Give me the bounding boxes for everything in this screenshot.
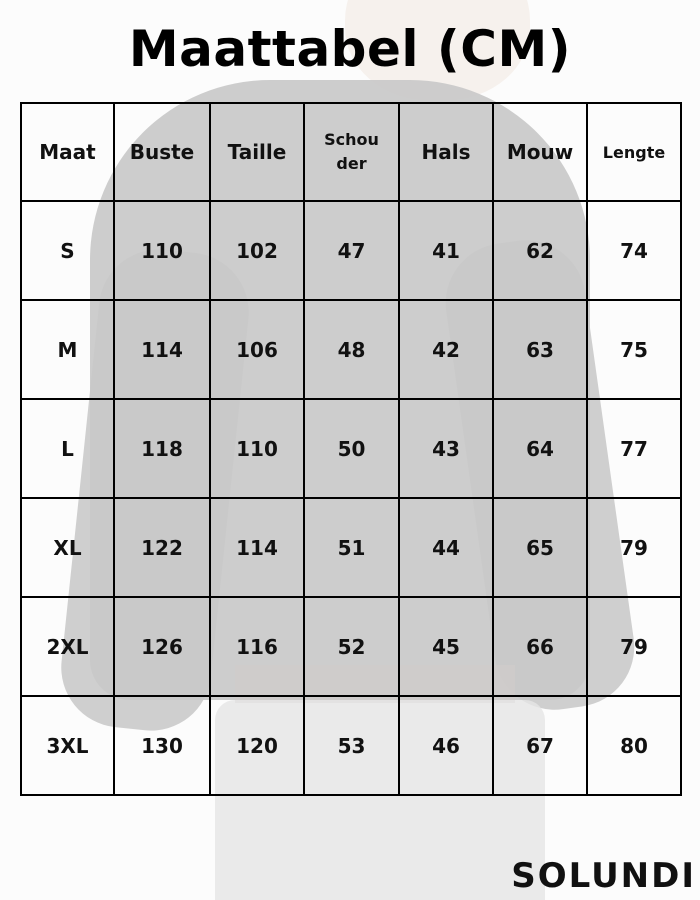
header-hals: Hals (399, 103, 493, 201)
cell-lengte: 79 (587, 597, 681, 696)
size-table (20, 102, 682, 796)
cell-buste: 126 (114, 597, 210, 696)
table-row (21, 597, 681, 696)
table-row (21, 399, 681, 498)
cell-hals: 41 (399, 201, 493, 300)
table-row (21, 498, 681, 597)
cell-mouw: 66 (493, 597, 587, 696)
cell-schouder: 52 (304, 597, 399, 696)
header-schouder: Schou der (304, 103, 399, 201)
cell-taille: 106 (210, 300, 304, 399)
cell-buste: 130 (114, 696, 210, 795)
cell-maat: 3XL (21, 696, 114, 795)
cell-hals: 45 (399, 597, 493, 696)
cell-buste: 110 (114, 201, 210, 300)
cell-hals: 42 (399, 300, 493, 399)
brand-logo: SOLUNDI (511, 856, 696, 896)
cell-taille: 116 (210, 597, 304, 696)
table-row (21, 696, 681, 795)
cell-mouw: 65 (493, 498, 587, 597)
cell-schouder: 47 (304, 201, 399, 300)
page-title: Maattabel (CM) (128, 20, 572, 78)
cell-buste: 114 (114, 300, 210, 399)
cell-taille: 114 (210, 498, 304, 597)
cell-mouw: 67 (493, 696, 587, 795)
cell-lengte: 79 (587, 498, 681, 597)
table-row (21, 300, 681, 399)
cell-schouder: 48 (304, 300, 399, 399)
cell-schouder: 53 (304, 696, 399, 795)
cell-taille: 120 (210, 696, 304, 795)
header-taille: Taille (210, 103, 304, 201)
cell-buste: 118 (114, 399, 210, 498)
cell-hals: 43 (399, 399, 493, 498)
cell-buste: 122 (114, 498, 210, 597)
cell-hals: 44 (399, 498, 493, 597)
header-buste: Buste (114, 103, 210, 201)
header-lengte: Lengte (587, 103, 681, 201)
cell-lengte: 75 (587, 300, 681, 399)
cell-mouw: 63 (493, 300, 587, 399)
cell-mouw: 62 (493, 201, 587, 300)
cell-maat: S (21, 201, 114, 300)
cell-schouder: 50 (304, 399, 399, 498)
cell-lengte: 77 (587, 399, 681, 498)
cell-hals: 46 (399, 696, 493, 795)
cell-maat: L (21, 399, 114, 498)
cell-maat: 2XL (21, 597, 114, 696)
cell-taille: 110 (210, 399, 304, 498)
cell-maat: XL (21, 498, 114, 597)
table-row (21, 201, 681, 300)
cell-schouder: 51 (304, 498, 399, 597)
cell-lengte: 80 (587, 696, 681, 795)
header-mouw: Mouw (493, 103, 587, 201)
cell-maat: M (21, 300, 114, 399)
cell-mouw: 64 (493, 399, 587, 498)
header-maat: Maat (21, 103, 114, 201)
table-header-row (21, 103, 681, 201)
cell-taille: 102 (210, 201, 304, 300)
cell-lengte: 74 (587, 201, 681, 300)
